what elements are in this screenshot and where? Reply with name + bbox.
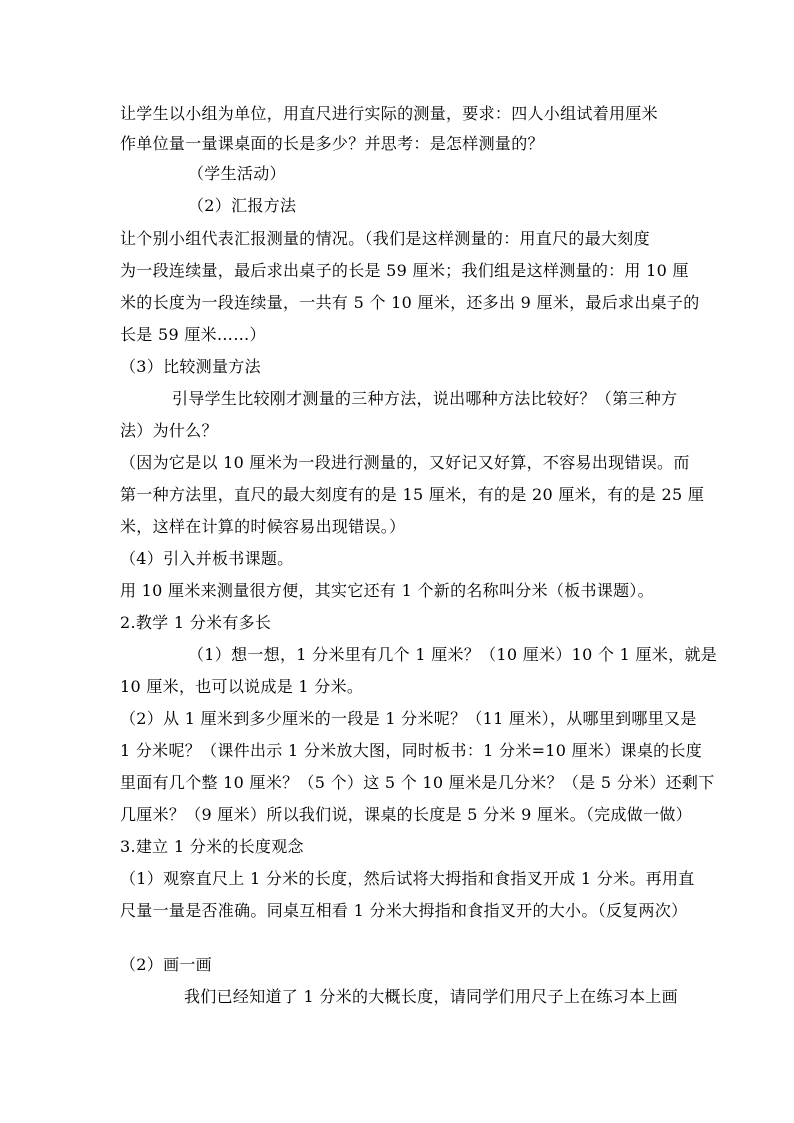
text-line: （因为它是以 10 厘米为一段进行测量的，又好记又好算，不容易出现错误。而 [120,453,690,472]
text-line: 1 分米呢？（课件出示 1 分米放大图，同时板书：1 分米=10 厘米）课桌的长度 [120,741,703,760]
section-heading: 2.教学 1 分米有多长 [120,613,272,632]
text-line: 作单位量一量课桌面的长是多少？并思考：是怎样测量的？ [120,134,544,153]
text-line: 第一种方法里，直尺的最大刻度有的是 15 厘米，有的是 20 厘米，有的是 25 厘 [120,485,705,504]
text-line: （2）从 1 厘米到多少厘米的一段是 1 分米呢？（11 厘米），从哪里到哪里又是 [120,709,697,728]
text-line: 用 10 厘米来测量很方便，其实它还有 1 个新的名称叫分米（板书课题）。 [120,581,654,600]
text-line: 让个别小组代表汇报测量的情况。（我们是这样测量的：用直尺的最大刻度 [120,229,650,248]
section-heading: （2）汇报方法 [188,196,297,215]
text-line: 法）为什么？ [120,421,218,440]
text-line: 为一段连续量，最后求出桌子的长是 59 厘米；我们组是这样测量的：用 10 厘 [120,261,689,280]
text-line: 引导学生比较刚才测量的三种方法，说出哪种方法比较好？（第三种方 [172,389,678,408]
text-line: （学生活动） [188,164,286,183]
text-line: 10 厘米，也可以说成是 1 分米。 [120,677,364,696]
text-line: 几厘米？（9 厘米）所以我们说，课桌的长度是 5 分米 9 厘米。（完成做一做） [120,805,692,824]
text-line: 尺量一量是否准确。同桌互相看 1 分米大拇指和食指叉开的大小。（反复两次） [120,901,688,920]
text-line: 里面有几个整 10 厘米？（5 个）这 5 个 10 厘米是几分米？（是 5 分米）还剩下 [120,773,715,792]
section-heading: （3）比较测量方法 [120,357,261,376]
section-heading: （4）引入并板书课题。 [120,549,294,568]
text-line: （1）想一想，1 分米里有几个 1 厘米？（10 厘米）10 个 1 厘米，就是 [188,645,718,664]
text-line: 长是 59 厘米……） [120,325,266,344]
section-heading: 3.建立 1 分米的长度观念 [120,837,304,856]
section-heading: （2）画一画 [120,955,212,974]
text-line: 我们已经知道了 1 分米的大概长度，请同学们用尺子上在练习本上画 [184,987,678,1006]
text-line: 让学生以小组为单位，用直尺进行实际的测量，要求：四人小组试着用厘米 [120,104,658,123]
text-line: 米，这样在计算的时候容易出现错误。） [120,517,406,536]
text-line: （1）观察直尺上 1 分米的长度，然后试将大拇指和食指叉开成 1 分米。再用直 [120,869,695,888]
text-line: 米的长度为一段连续量，一共有 5 个 10 厘米，还多出 9 厘米，最后求出桌子的 [120,293,700,312]
